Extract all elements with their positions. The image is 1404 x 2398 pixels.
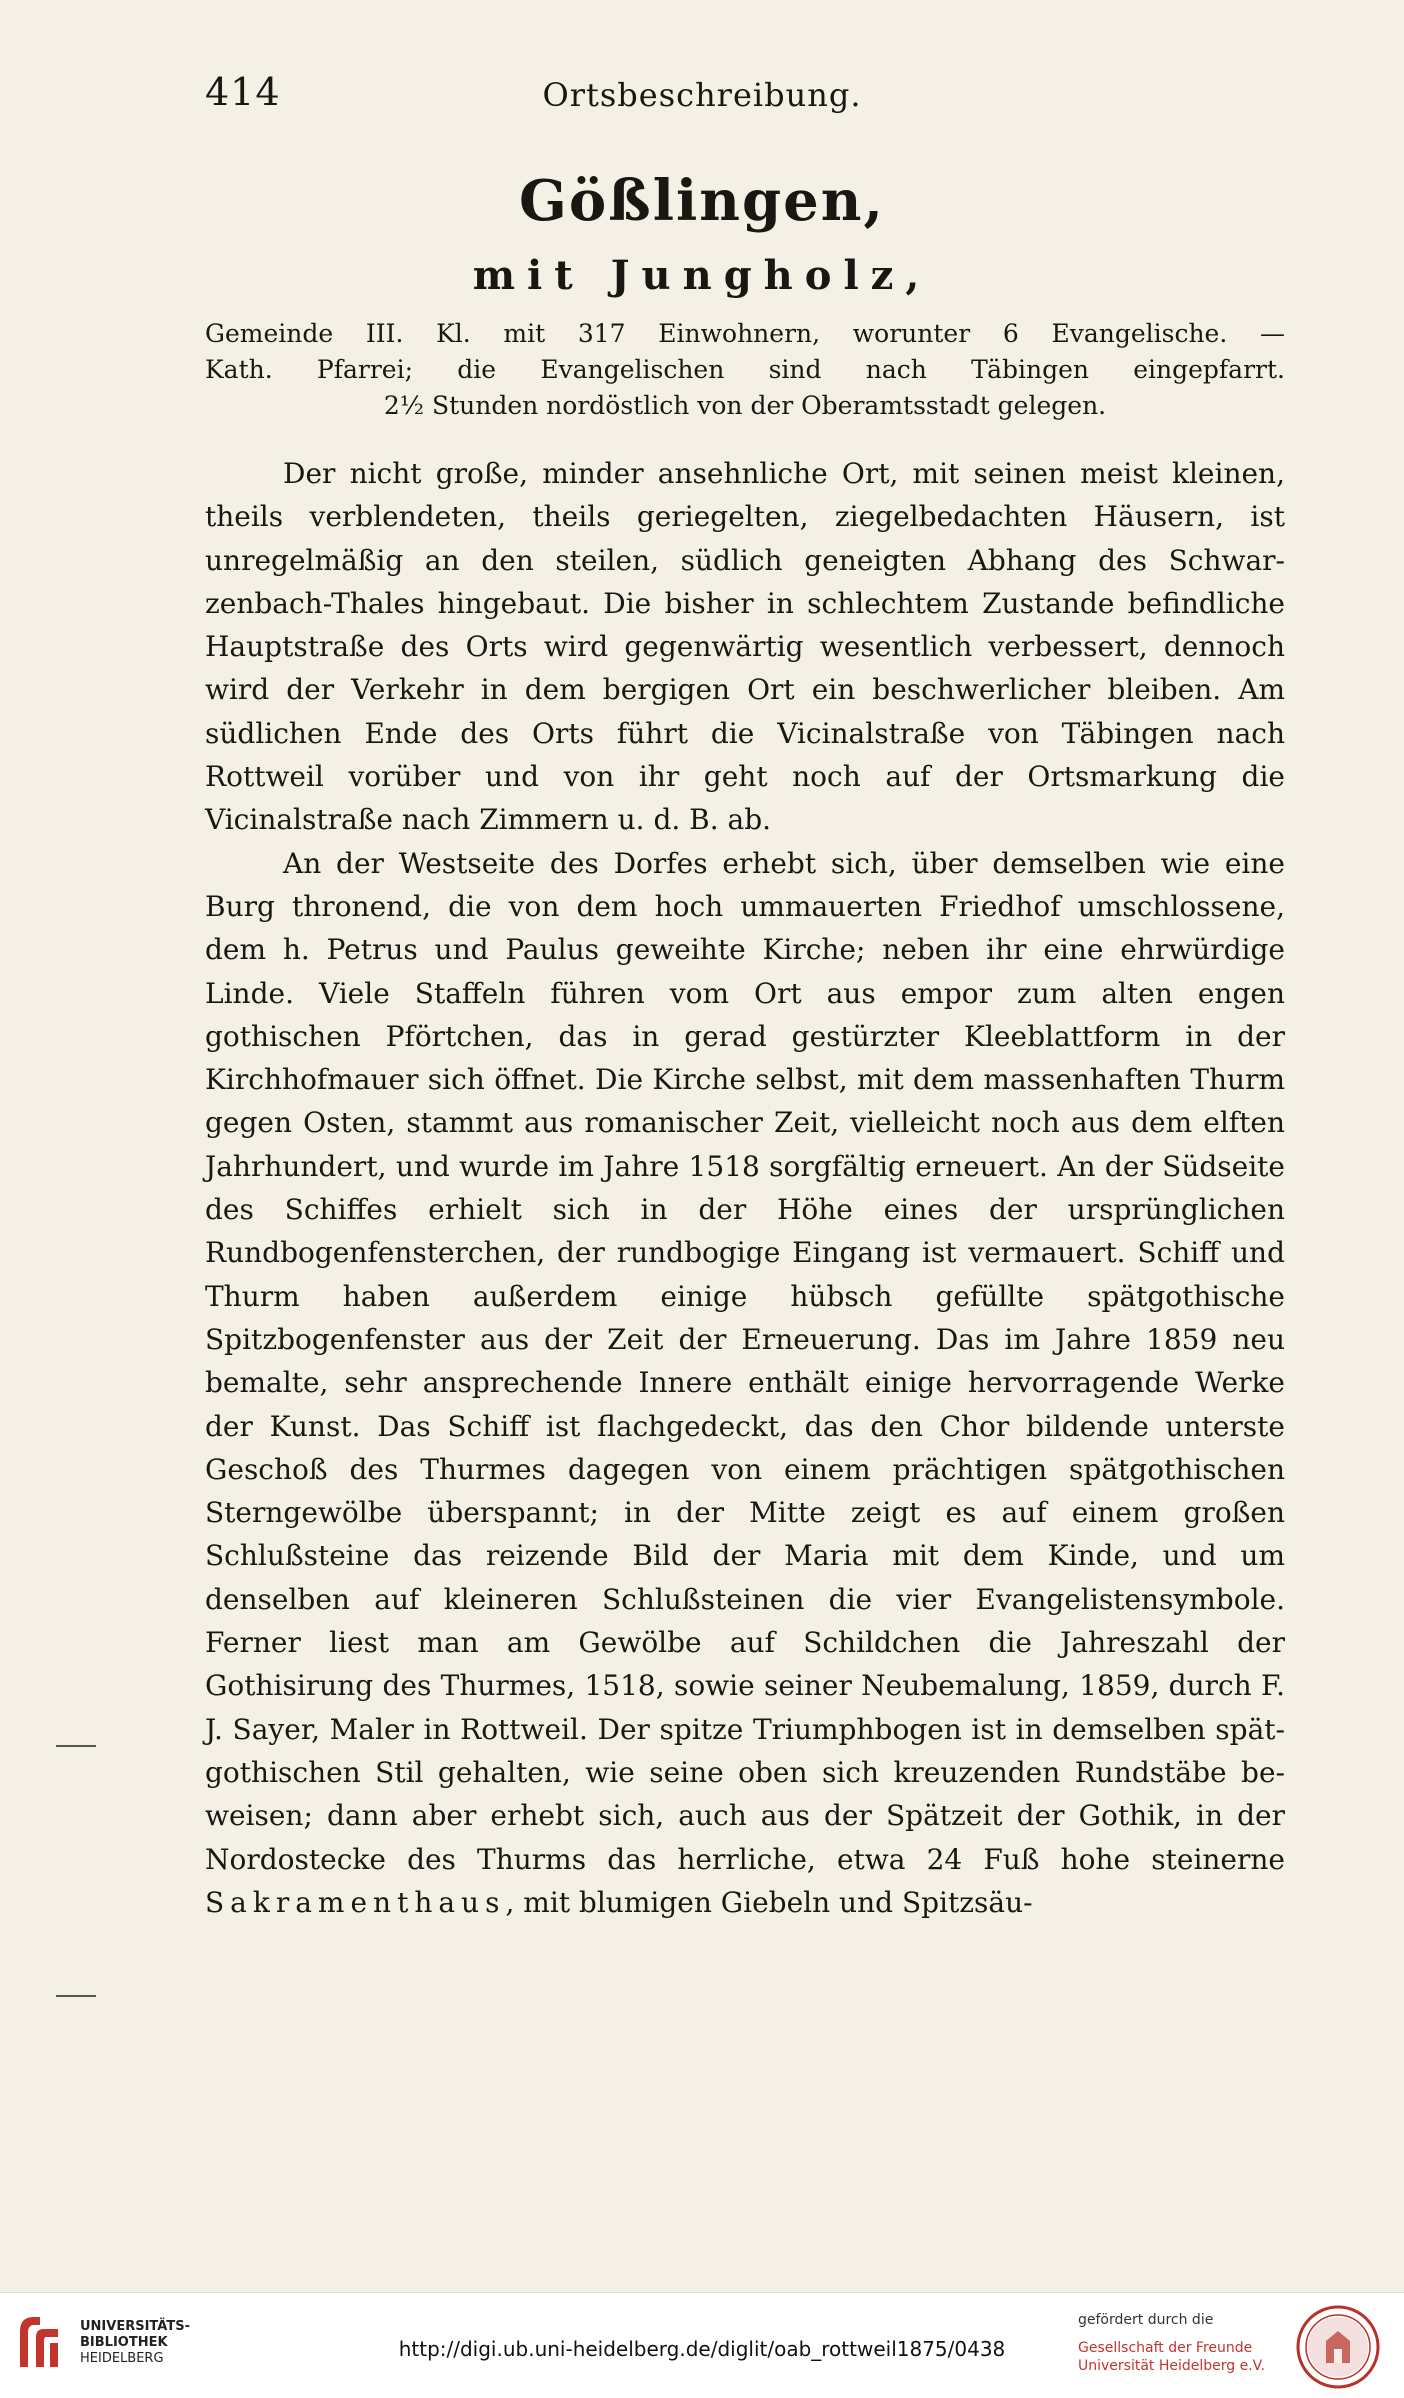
page-header <box>0 70 1404 130</box>
article-title: Gößlingen, <box>519 168 885 234</box>
body-text <box>205 452 1285 1924</box>
paragraph-text: An der Westseite des Dorfes erhebt sich, über demselben wie eine Burg thronend, die von dem hoch ummauerten Friedhof umschlossene, dem h. Petrus und Paulus geweihte Kirche; neben ihr eine ehrwürdige Linde. Viele Staffeln führen vom Ort aus empor zum alten engen gothischen Pförtchen, das in gerad gestürzter Kleeblattform in der Kirchhofmauer sich öffnet. Die Kirche selbst, mit dem massenhaften Thurm gegen Osten, stammt aus romanischer Zeit, vielleicht noch aus dem elften Jahrhundert, und wurde im Jahre 1518 sorgfältig erneuert. An der Südseite des Schiffes erhielt sich in der Höhe eines der ursprünglichen Rundbogenfensterchen, der rundbogige Eingang ist vermauert. Schiff und Thurm haben außerdem einige hübsch gefüllte spätgothische Spitzbogenfenster aus der Zeit der Erneuerung. Das im Jahre 1859 neu bemalte, sehr ansprechende Innere enthält einige hervorragende Werke der Kunst. Das Schiff ist flachgedeckt, das den Chor bildende unterste Geschoß des Thurmes dagegen von einem prächtigen spätgothischen Sterngewölbe überspannt; in der Mitte zeigt es auf einem großen Schlußsteine das reizende Bild der Maria mit dem Kinde, und um denselben auf kleineren Schlußsteinen die vier Evangelistensymbole. Ferner liest man am Gewölbe auf Schildchen die Jahreszahl der Gothisirung des Thurmes, 1518, sowie seiner Neubemalung, 1859, durch F. J. Sayer, Maler in Rottweil. Der spitze Triumphbogen ist in demselben spätgothischen Stil gehalten, wie seine oben sich kreuzenden Rundstäbe beweisen; dann aber erhebt sich, auch aus der Spätzeit der Gothik, in der Nordostecke des Thurms das herrliche, etwa 24 Fuß hohe steinerne <box>205 846 1285 1876</box>
info-line: Kath. Pfarrei; die Evangelischen sind nach Täbingen eingepfarrt. <box>205 355 1285 384</box>
permalink-url[interactable]: http://digi.ub.uni-heidelberg.de/diglit/oab_rottweil1875/0438 <box>398 2337 1006 2361</box>
paragraph-text: , mit blumigen Giebeln und Spitzsäu- <box>505 1885 1033 1919</box>
margin-mark <box>56 1995 96 1997</box>
municipality-info <box>205 316 1285 424</box>
running-title: Ortsbeschreibung. <box>542 76 862 114</box>
info-line: 2½ Stunden nordöstlich von der Oberamtsstadt gelegen. <box>383 391 1107 420</box>
spaced-term: Sakramenthaus <box>205 1885 506 1919</box>
library-name-line: HEIDELBERG <box>80 2351 164 2366</box>
sponsor-block <box>1078 2311 1278 2375</box>
sponsor-line: gefördert durch die <box>1078 2312 1214 2328</box>
sponsor-line: Universität Heidelberg e.V. <box>1078 2358 1265 2374</box>
article-subtitle: mit Jungholz, <box>472 252 932 299</box>
margin-mark <box>56 1745 96 1747</box>
university-seal-icon <box>1296 2305 1380 2389</box>
digitization-footer <box>0 2292 1404 2398</box>
library-name-line: BIBLIOTHEK <box>80 2335 168 2350</box>
paragraph-church <box>205 842 1285 1924</box>
sponsor-line: Gesellschaft der Freunde <box>1078 2340 1253 2356</box>
paragraph-village: Der nicht große, minder ansehnliche Ort, mit seinen meist kleinen, theils verblendeten, theils geriegelten, ziegelbedachten Häusern, ist unregelmäßig an den steilen, südlich geneigten Abhang des Schwarzenbach-Thales hingebaut. Die bisher in schlechtem Zustande befindliche Hauptstraße des Orts wird gegenwärtig wesentlich verbessert, dennoch wird der Verkehr in dem bergigen Ort ein beschwerlicher bleiben. Am südlichen Ende des Orts führt die Vicinalstraße von Täbingen nach Rottweil vorüber und von ihr geht noch auf der Ortsmarkung die Vicinalstraße nach Zimmern u. d. B. ab. <box>205 457 1285 837</box>
info-line: Gemeinde III. Kl. mit 317 Einwohnern, worunter 6 Evangelische. — <box>205 319 1285 348</box>
library-name-line: UNIVERSITÄTS- <box>80 2319 190 2334</box>
page-number: 414 <box>205 70 281 114</box>
